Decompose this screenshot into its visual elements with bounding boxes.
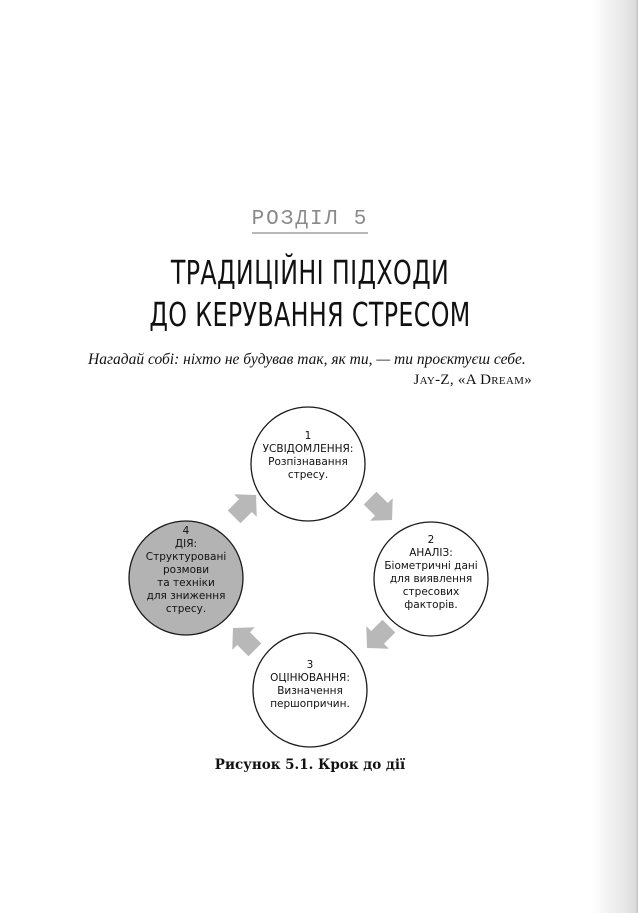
step-4-desc-line: Структуровані <box>145 551 227 563</box>
step-1-desc-line: Розпізнавання <box>268 456 348 468</box>
step-2-desc-line: Біометричні дані <box>384 560 478 572</box>
step-3-number: 3 <box>306 659 314 671</box>
step-2-desc-line: стресових <box>402 586 460 598</box>
step-2-desc-line: факторів. <box>404 599 458 611</box>
arrow-1-to-2-icon <box>359 487 404 532</box>
step-3-desc-line: першопричин. <box>270 698 350 710</box>
epigraph-attribution: Jay-Z, «A Dream» <box>413 372 532 388</box>
step-1-name: УСВІДОМЛЕННЯ: <box>262 443 354 455</box>
step-3-name: ОЦІНЮВАННЯ: <box>270 672 350 684</box>
step-4-text <box>126 525 246 616</box>
chapter-title-line-1: ТРАДИЦІЙНІ ПІДХОДИ <box>170 253 450 292</box>
epigraph-quote: Нагадай собі: ніхто не будував так, як ти, — ти проєктуєш себе. <box>88 351 526 368</box>
step-2-desc-line: для виявлення <box>389 573 473 585</box>
step-4-desc-line: та техніки <box>157 577 215 589</box>
step-4-desc-line: для зниження <box>146 590 226 602</box>
step-2-number: 2 <box>427 534 435 546</box>
step-4-desc-line: стресу. <box>165 603 207 615</box>
step-1-text <box>248 430 368 482</box>
step-2-text <box>371 534 491 612</box>
step-2-name: АНАЛІЗ: <box>409 547 453 559</box>
arrow-3-to-4-icon <box>222 617 267 662</box>
step-3-desc-line: Визначення <box>277 685 343 697</box>
chapter-label-text: РОЗДІЛ 5 <box>252 208 369 234</box>
step-4-desc-line: розмови <box>162 564 210 576</box>
step-3-text <box>250 659 370 711</box>
figure-caption: Рисунок 5.1. Крок до дії <box>214 757 406 773</box>
step-1-desc-line: стресу. <box>287 469 329 481</box>
chapter-title-line-2: ДО КЕРУВАННЯ СТРЕСОМ <box>149 295 471 334</box>
step-4-name: ДІЯ: <box>174 538 198 550</box>
step-1-number: 1 <box>304 430 312 442</box>
step-4-number: 4 <box>182 525 190 537</box>
